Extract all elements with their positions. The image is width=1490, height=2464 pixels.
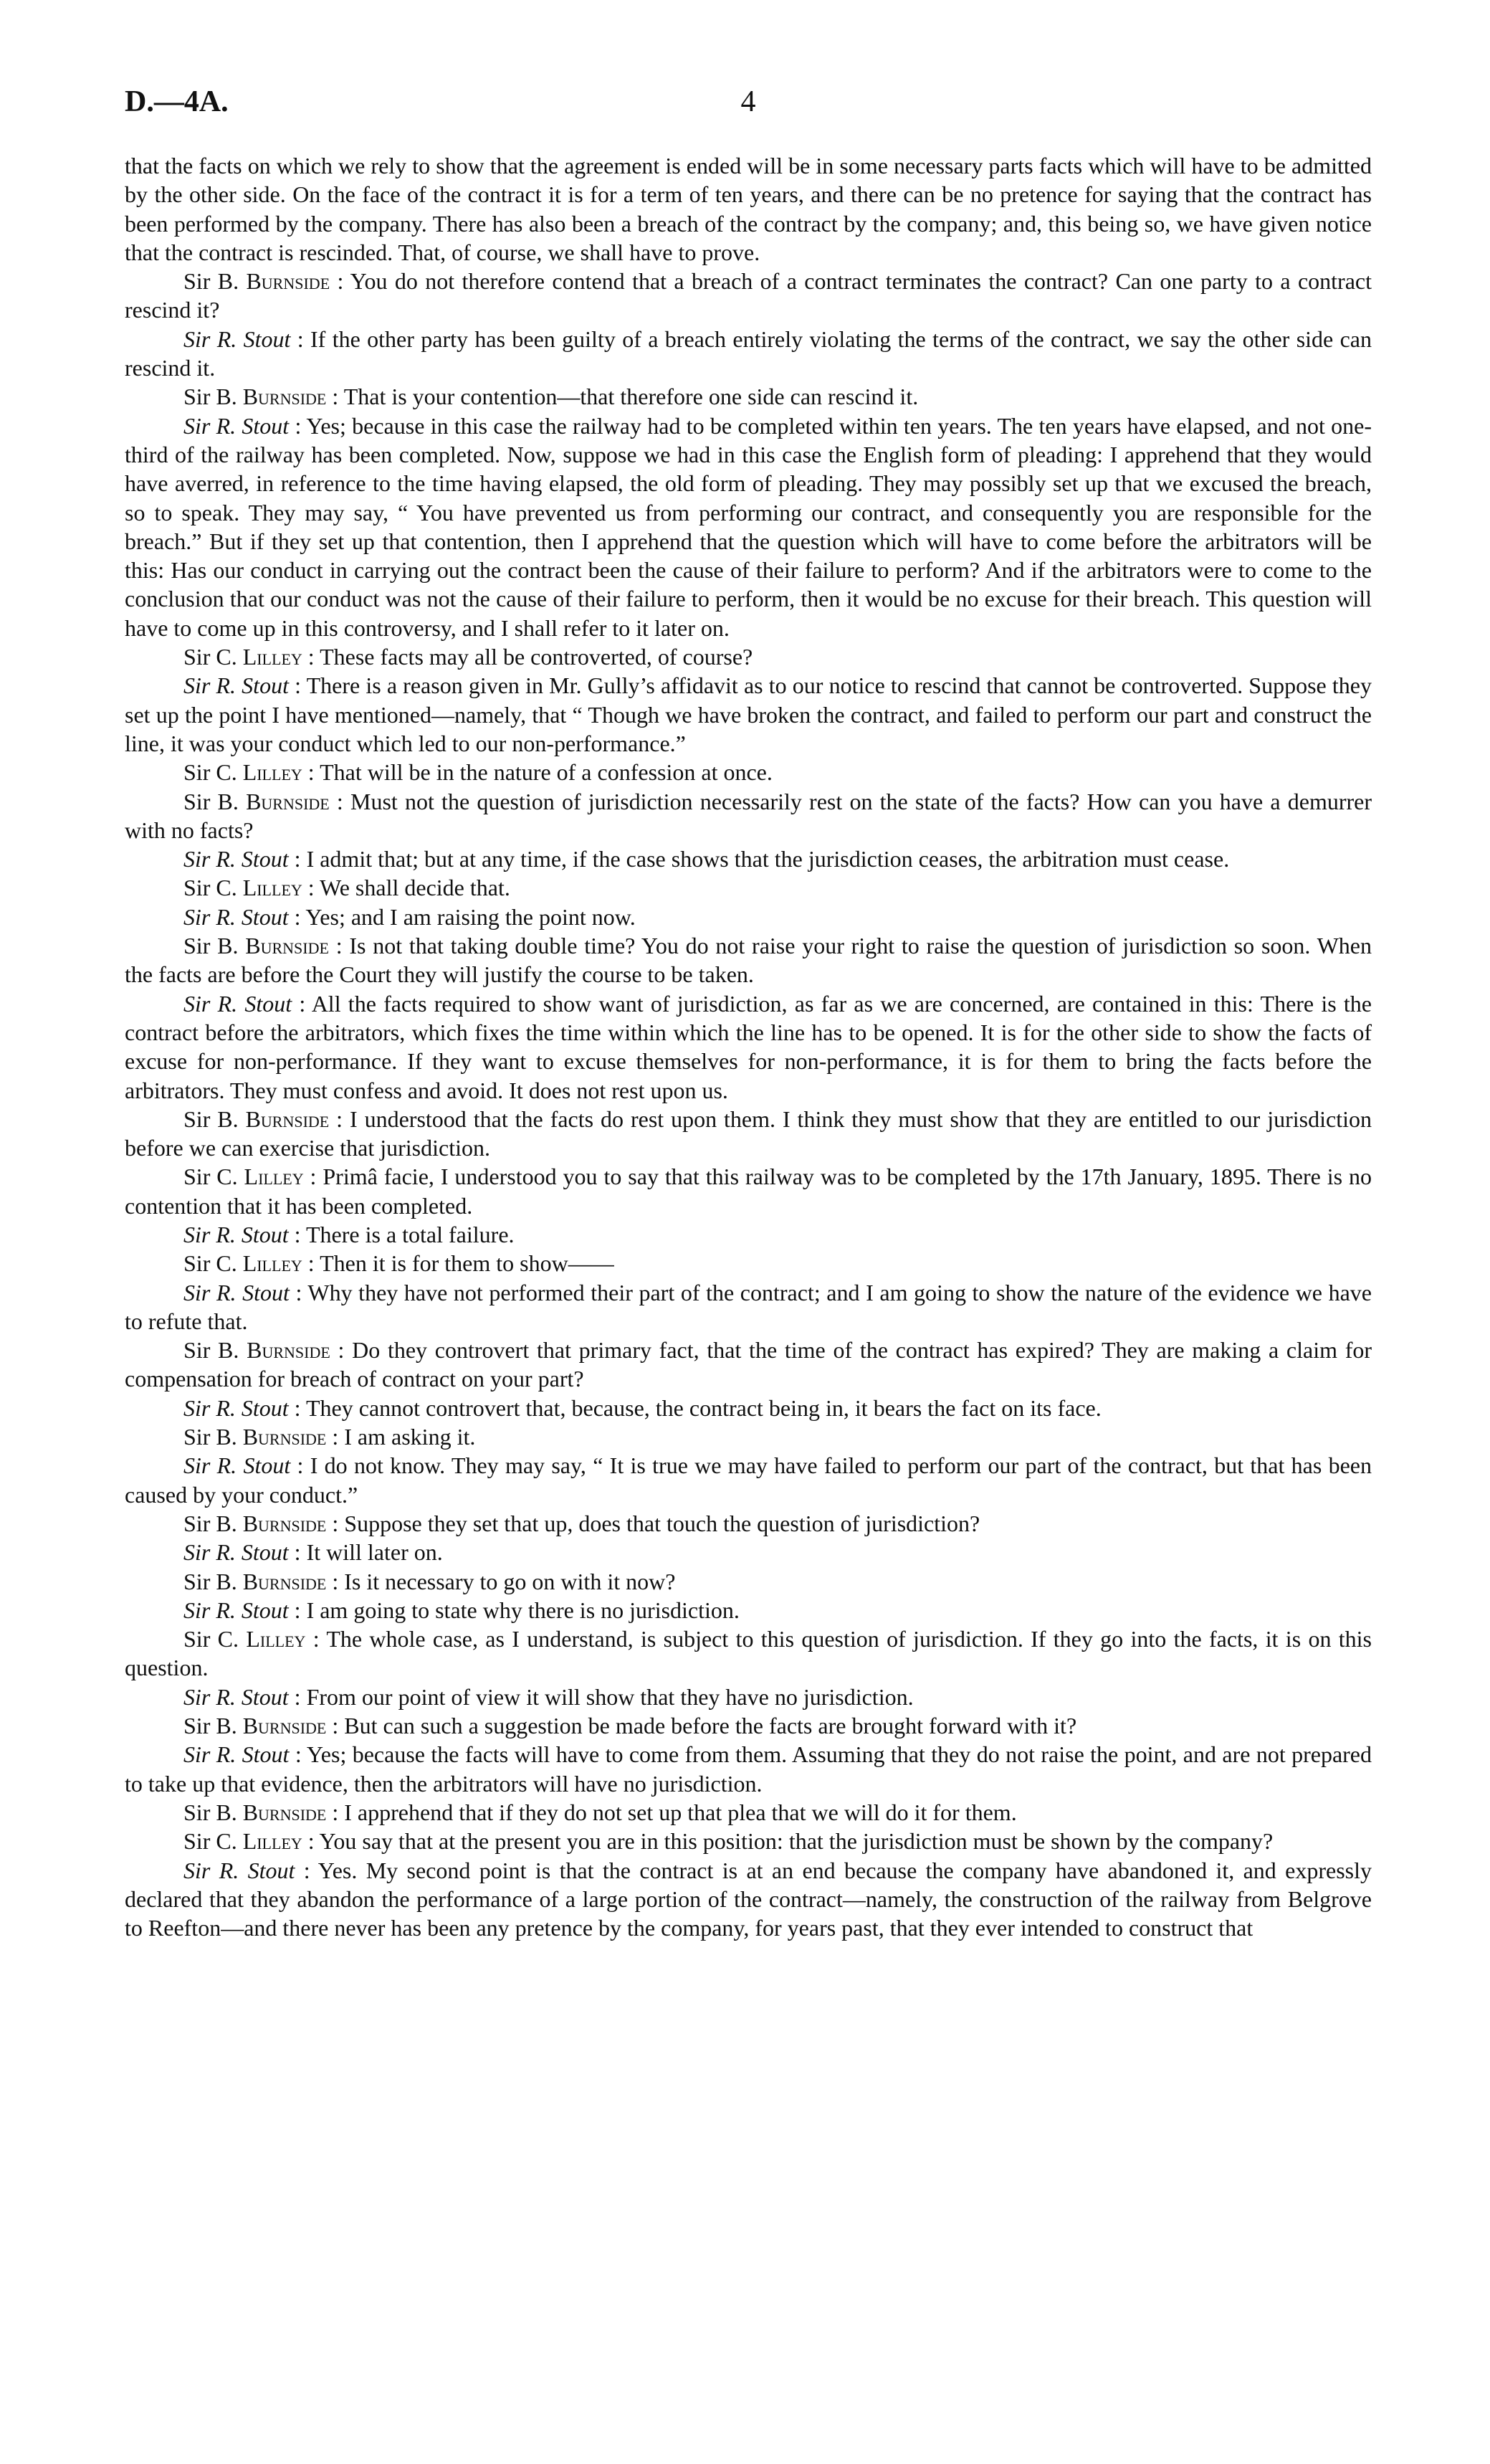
- speaker-title: Sir C.: [183, 1626, 247, 1652]
- paragraph: [125, 1625, 1372, 1683]
- speaker-title: Sir C.: [183, 875, 243, 901]
- paragraph: [125, 787, 1372, 845]
- paragraph: [125, 1162, 1372, 1220]
- speaker-name: Burnside: [242, 1424, 327, 1450]
- speaker-name: Burnside: [245, 1105, 330, 1132]
- speech-text: : Is it necessary to go on with it now?: [326, 1568, 676, 1594]
- speaker-name: Burnside: [245, 933, 329, 959]
- speaker-name-italic: Sir R. Stout: [183, 1857, 295, 1883]
- paragraph: [125, 873, 1372, 902]
- speaker-name: Lilley: [246, 1626, 306, 1652]
- paragraph: [125, 1422, 1372, 1451]
- paragraph: [125, 1683, 1372, 1711]
- speech-text: : You do not therefore contend that a breach of a contract terminates the contract? Can one party to a contract rescind it?: [125, 268, 1372, 323]
- speech-text: : Primâ facie, I understood you to say that this railway was to be completed by the 17th January, 1895. There is no contention that it has been completed.: [125, 1164, 1372, 1219]
- paragraph: [125, 1220, 1372, 1249]
- speaker-title: Sir B.: [183, 933, 246, 959]
- speaker-name: Lilley: [242, 759, 302, 786]
- speech-text: : I do not know. They may say, “ It is true we may have failed to perform our part of the contract, but that has been caused by your conduct.”: [125, 1452, 1372, 1508]
- speaker-title: Sir B.: [183, 268, 247, 295]
- speech-text: : It will later on.: [288, 1539, 443, 1566]
- speaker-name-italic: Sir R. Stout: [183, 1683, 289, 1710]
- speaker-title: Sir B.: [183, 1799, 243, 1825]
- speech-text: : All the facts required to show want of jurisdiction, as far as we are concerned, are contained in this: There is the contract before the arbitrators, which fixes the time within which the line has to be opened. It is for the other side to show the facts of excuse for non-performance. If they want to excuse themselves for non-performance, it is for them to bring the facts before the arbitrators. They must confess and avoid. It does not rest upon us.: [125, 990, 1372, 1103]
- speaker-name-italic: Sir R. Stout: [183, 325, 291, 352]
- speaker-name-italic: Sir R. Stout: [183, 1394, 289, 1421]
- page-number: 4: [740, 85, 756, 118]
- speech-text: : That will be in the nature of a confession at once.: [302, 759, 773, 786]
- speaker-name-italic: Sir R. Stout: [183, 1539, 289, 1566]
- paragraph: [125, 1740, 1372, 1798]
- paragraph: [125, 1798, 1372, 1827]
- speech-text: : Is not that taking double time? You do not raise your right to raise the question of jurisdiction so soon. When the facts are before the Court they will justify the course to be taken.: [125, 933, 1372, 988]
- speaker-name-italic: Sir R. Stout: [183, 903, 289, 930]
- speech-text: : We shall decide that.: [302, 875, 510, 901]
- paragraph: [125, 1711, 1372, 1740]
- speaker-name: Burnside: [242, 384, 327, 410]
- speech-text: : You say that at the present you are in this position: that the jurisdiction must be shown by the company?: [302, 1828, 1274, 1855]
- paragraph: [125, 1509, 1372, 1538]
- speech-text: : I apprehend that if they do not set up that plea that we will do it for them.: [326, 1799, 1017, 1825]
- speech-text: : From our point of view it will show that they have no jurisdiction.: [288, 1683, 914, 1710]
- speaker-name: Burnside: [246, 268, 330, 295]
- paragraph: [125, 903, 1372, 931]
- speech-text: : Yes; because the facts will have to come from them. Assuming that they do not raise the point, and are not prepared to take up that evidence, then the arbitrators will have no jurisdiction.: [125, 1741, 1372, 1797]
- speaker-name-italic: Sir R. Stout: [183, 1279, 290, 1305]
- paragraph: [125, 267, 1372, 325]
- speaker-name: Lilley: [242, 875, 302, 901]
- document-reference: D.—4A.: [125, 85, 229, 118]
- speaker-title: Sir B.: [183, 384, 243, 410]
- speech-text: : I am going to state why there is no jurisdiction.: [288, 1597, 740, 1623]
- speaker-title: Sir C.: [183, 1164, 244, 1190]
- paragraph: [125, 412, 1372, 642]
- speech-text: : Do they controvert that primary fact, that the time of the contract has expired? They are making a claim for compensation for breach of contract on your part?: [125, 1337, 1372, 1392]
- paragraph: [125, 382, 1372, 411]
- speaker-title: Sir B.: [183, 788, 247, 814]
- paragraph: [125, 325, 1372, 383]
- speech-text: : These facts may all be controverted, of course?: [302, 644, 753, 670]
- paragraph: [125, 1451, 1372, 1509]
- speech-text: : Must not the question of jurisdiction necessarily rest on the state of the facts? How can you have a demurrer with no facts?: [125, 788, 1372, 843]
- speech-text: : There is a total failure.: [288, 1221, 515, 1247]
- document-body: [125, 151, 1372, 1942]
- speech-text: : Yes; because in this case the railway had to be completed within ten years. The ten years have elapsed, and not one-third of the railway has been completed. Now, suppose we had in this case the English form of pleading: I apprehend that they would have averred, in reference to the time having elapsed, the old form of pleading. They may possibly set up that we excused the breach, so to speak. They may say, “ You have prevented us from performing our contract, and consequently you are responsible for the breach.” But if they set up that contention, then I apprehend that the question which will have to come before the arbitrators will be this: Has our conduct in carrying out the contract been the cause of their failure to perform? And if the arbitrators were to come to the conclusion that our conduct was not the cause of their failure to perform, then it would be no excuse for their breach. This question will have to come up in this controversy, and I shall refer to it later on.: [125, 412, 1372, 641]
- paragraph: [125, 1538, 1372, 1566]
- speaker-title: Sir B.: [183, 1105, 246, 1132]
- speech-text: : Yes; and I am raising the point now.: [288, 903, 636, 930]
- speaker-name-italic: Sir R. Stout: [183, 412, 290, 439]
- speaker-title: Sir C.: [183, 1250, 243, 1277]
- speaker-name: Lilley: [242, 644, 302, 670]
- speech-text: : If the other party has been guilty of a breach entirely violating the terms of the contract, we say the other side can rescind it.: [125, 325, 1372, 381]
- speech-text: : Suppose they set that up, does that touch the question of jurisdiction?: [326, 1510, 980, 1536]
- paragraph: [125, 931, 1372, 989]
- speaker-title: Sir B.: [183, 1337, 247, 1364]
- paragraph: [125, 1567, 1372, 1596]
- speech-text: : But can such a suggestion be made before the facts are brought forward with it?: [326, 1713, 1077, 1739]
- speaker-name-italic: Sir R. Stout: [183, 846, 289, 872]
- speaker-name: Burnside: [242, 1713, 327, 1739]
- speech-text: that the facts on which we rely to show that the agreement is ended will be in some necessary parts facts which will have to be admitted by the other side. On the face of the contract it is for a term of ten years, and there can be no pretence for saying that the contract has been performed by the company. There has also been a breach of the contract by the company; and, this being so, we have given notice that the contract is rescinded. That, of course, we shall have to prove.: [125, 153, 1372, 265]
- paragraph: [125, 845, 1372, 873]
- paragraph: [125, 1105, 1372, 1163]
- paragraph: [125, 1336, 1372, 1394]
- speaker-name: Burnside: [242, 1510, 327, 1536]
- speaker-name-italic: Sir R. Stout: [183, 1741, 290, 1768]
- speaker-name-italic: Sir R. Stout: [183, 1452, 291, 1479]
- paragraph: [125, 1596, 1372, 1625]
- speech-text: : The whole case, as I understand, is subject to this question of jurisdiction. If they go into the facts, it is on this question.: [125, 1626, 1372, 1681]
- speaker-title: Sir B.: [183, 1424, 243, 1450]
- speaker-title: Sir C.: [183, 1828, 243, 1855]
- paragraph: [125, 671, 1372, 758]
- paragraph: [125, 1394, 1372, 1422]
- speech-text: : I am asking it.: [326, 1424, 476, 1450]
- page-header: [125, 85, 1372, 128]
- paragraph: [125, 1827, 1372, 1855]
- speaker-name-italic: Sir R. Stout: [183, 1221, 289, 1247]
- speech-text: : Why they have not performed their part of the contract; and I am going to show the nature of the evidence we have to refute that.: [125, 1279, 1372, 1334]
- paragraph: [125, 758, 1372, 786]
- speech-text: : There is a reason given in Mr. Gully’s affidavit as to our notice to rescind that cannot be controverted. Suppose they set up the point I have mentioned—namely, that “ Though we have broken the contract, and failed to perform our part and construct the line, it was your conduct which led to our non-performance.”: [125, 672, 1372, 756]
- paragraph: [125, 642, 1372, 671]
- paragraph: [125, 989, 1372, 1105]
- speaker-name-italic: Sir R. Stout: [183, 1597, 289, 1623]
- speaker-name: Burnside: [247, 1337, 330, 1364]
- speaker-name: Burnside: [242, 1568, 327, 1594]
- speaker-name: Lilley: [244, 1164, 304, 1190]
- speech-text: : Then it is for them to show——: [302, 1250, 614, 1277]
- speech-text: : I understood that the facts do rest upon them. I think they must show that they are entitled to our jurisdiction before we can exercise that jurisdiction.: [125, 1105, 1372, 1161]
- speech-text: : That is your contention—that therefore one side can rescind it.: [326, 384, 919, 410]
- paragraph: [125, 1856, 1372, 1943]
- speaker-name: Burnside: [246, 788, 330, 814]
- speech-text: : Yes. My second point is that the contract is at an end because the company have abandoned it, and expressly declared that they abandon the performance of a large portion of the contract—namely, the construction of the railway from Belgrove to Reefton—and there never has been any pretence by the company, for years past, that they ever intended to construct that: [125, 1857, 1372, 1941]
- speaker-name-italic: Sir R. Stout: [183, 990, 292, 1017]
- speaker-title: Sir C.: [183, 759, 243, 786]
- speaker-name-italic: Sir R. Stout: [183, 672, 289, 699]
- speech-text: : They cannot controvert that, because, the contract being in, it bears the fact on its face.: [288, 1394, 1102, 1421]
- speaker-name: Burnside: [242, 1799, 327, 1825]
- speaker-name: Lilley: [242, 1250, 302, 1277]
- paragraph: [125, 151, 1372, 267]
- paragraph: [125, 1249, 1372, 1278]
- speaker-title: Sir B.: [183, 1568, 243, 1594]
- speaker-title: Sir C.: [183, 644, 243, 670]
- speaker-title: Sir B.: [183, 1510, 243, 1536]
- speaker-name: Lilley: [242, 1828, 302, 1855]
- speech-text: : I admit that; but at any time, if the case shows that the jurisdiction ceases, the arbitration must cease.: [288, 846, 1230, 872]
- speaker-title: Sir B.: [183, 1713, 243, 1739]
- paragraph: [125, 1278, 1372, 1336]
